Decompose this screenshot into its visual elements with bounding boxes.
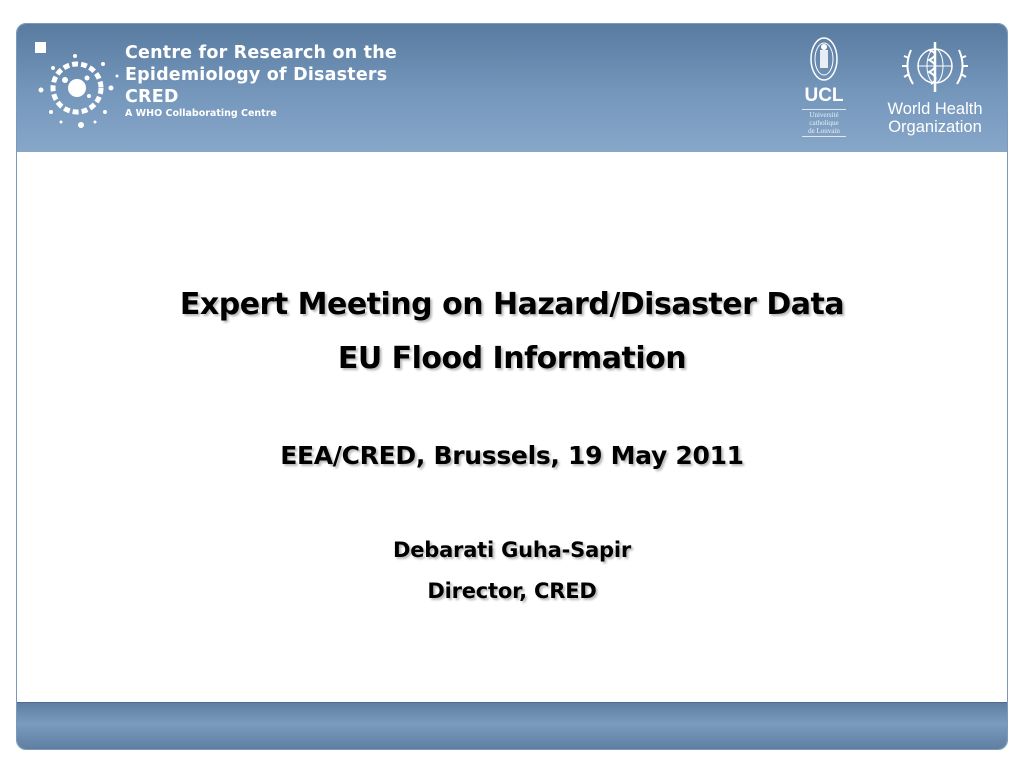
org-name-line1: Centre for Research on the (125, 43, 397, 63)
org-tagline: A WHO Collaborating Centre (125, 108, 277, 119)
ucl-logo (795, 36, 853, 148)
org-block (125, 42, 397, 120)
who-name-line1: World Health (887, 100, 983, 118)
who-logo (879, 36, 991, 136)
slide-title-line2: EU Flood Information (337, 341, 687, 376)
ucl-seal-icon (809, 36, 839, 82)
header-band (17, 24, 1007, 152)
event-info: EEA/CRED, Brussels, 19 May 2011 (280, 441, 744, 470)
presenter-role: Director, CRED (427, 579, 597, 603)
ucl-name: UCL (804, 85, 844, 106)
who-emblem-icon (899, 36, 971, 100)
slide-title-line1: Expert Meeting on Hazard/Disaster Data (179, 287, 845, 322)
ucl-subtitle: Université catholique de Louvain (802, 109, 846, 137)
org-acronym: CRED (125, 87, 179, 107)
cred-sunburst-logo-icon (31, 38, 123, 130)
slide-frame (16, 23, 1008, 750)
org-name-line2: Epidemiology of Disasters (125, 65, 388, 85)
who-name-line2: Organization (888, 118, 982, 136)
presenter-name: Debarati Guha-Sapir (392, 538, 632, 562)
footer-band (17, 702, 1007, 749)
